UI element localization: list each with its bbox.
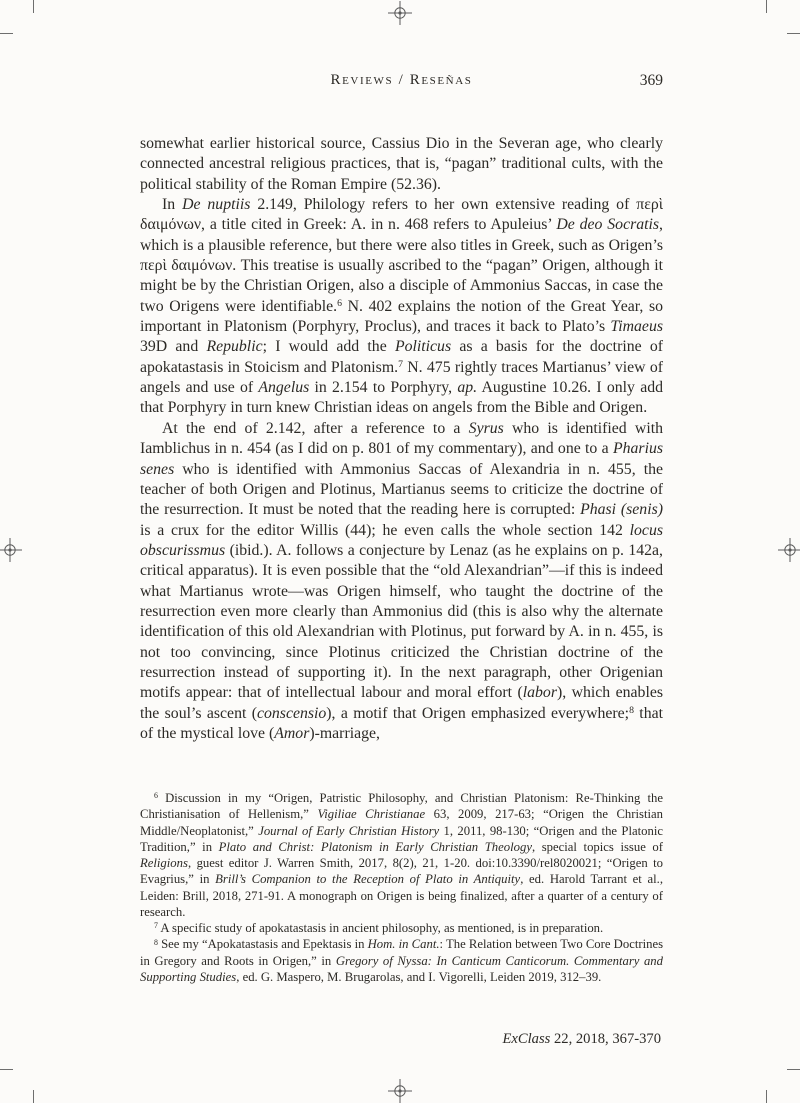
page-number: 369: [639, 72, 663, 89]
journal-citation: ExClass 22, 2018, 367-370: [502, 1031, 661, 1047]
crop-mark-top-left: [33, 0, 34, 13]
running-head: [140, 72, 663, 89]
crop-mark-left-bottom: [0, 1069, 13, 1070]
crop-mark-top-right: [766, 0, 767, 13]
registration-target-icon: [778, 538, 800, 562]
registration-target-icon: [388, 1079, 412, 1103]
footnote-7: $^7$ A specific study of apokatastasis in ancient philosophy, as mentioned, is in preparation.: [154, 921, 604, 935]
body-paragraph: In De nuptiis 2.149, Philology refers to her own extensive reading of περὶ δαιμόνων, a title cited in Greek: A. in n. 468 refers to Apuleius’ De deo Socratis, which is a plausible reference, but there were also titles in Greek, such as Origen’s περὶ δαιμόνων. This treatise is usually ascribed to the “pagan” Origen, although it might be by the Christian Origen, also a disciple of Ammonius Saccas, in case the two Origens were identifiable.$^6$ N. 402 explains the notion of the Great Year, so important in Platonism (Porphyry, Proclus), and traces it back to Plato’s Timaeus 39D and Republic; I would add the Politicus as a basis for the doctrine of apokatastasis in Stoicism and Platonism.$^7$ N. 475 rightly traces Martianus’ view of angels and use of Angelus in 2.154 to Porphyry, ap. Augustine 10.26. I only add that Porphyry in turn knew Christian ideas on angels from the Bible and Origen.: [140, 196, 664, 417]
review-body: [140, 134, 663, 744]
crop-mark-right-top: [787, 33, 800, 34]
footnote-6: $^6$ Discussion in my “Origen, Patristic Philosophy, and Christian Platonism: Re-Thinking the Christianisation of Hellenism,” Vigiliae Christianae 63, 2009, 217-63; “Origen the Christian Middle/Neoplatonist,” Journal of Early Christian History 1, 2011, 98-130; “Origen and the Platonic Tradition,” in Plato and Christ: Platonism in Early Christian Theology, special topics issue of Religions, guest editor J. Warren Smith, 2017, 8(2), 21, 1-20. doi:10.3390/rel8020021; “Origen to Evagrius,” in Brill’s Companion to the Reception of Plato in Antiquity, ed. Harold Tarrant et al., Leiden: Brill, 2018, 271-91. A monograph on Origen is being finalized, after a quarter of a century of research.: [140, 791, 664, 919]
crop-mark-bottom-left: [33, 1090, 34, 1103]
running-head-title: Reviews / Reseñas: [330, 72, 473, 88]
crop-mark-left-top: [0, 33, 13, 34]
registration-target-icon: [388, 1, 412, 25]
registration-target-icon: [0, 538, 22, 562]
crop-mark-right-bottom: [787, 1069, 800, 1070]
body-paragraph: At the end of 2.142, after a reference to a Syrus who is identified with Iamblichus in n. 454 (as I did on p. 801 of my commentary), and one to a Pharius senes who is identified with Ammonius Saccas of Alexandria in n. 455, the teacher of both Origen and Plotinus, Martianus seems to criticize the doctrine of the resurrection. It must be noted that the reading here is corrupted: Phasi (senis) is a crux for the editor Willis (44); he even calls the whole section 142 locus obscurissmus (ibid.). A. follows a conjecture by Lenaz (as he explains on p. 142a, critical apparatus). It is even possible that the “old Alexandrian”—if this is indeed what Martianus wrote—was Origen himself, who taught the doctrine of the resurrection even more clearly than Ammonius did (this is also why the alternate identification of this old Alexandrian with Plotinus, put forward by A. in n. 455, is not too convincing, since Plotinus criticized the Christian doctrine of the resurrection instead of supporting it). In the next paragraph, other Origenian motifs appear: that of intellectual labour and moral effort (labor), which enables the soul’s ascent (conscensio), a motif that Origen emphasized everywhere;$^8$ that of the mystical love (Amor)-marriage,: [140, 419, 663, 742]
body-paragraph: somewhat earlier historical source, Cassius Dio in the Severan age, who clearly connected ancestral religious practices, that is, “pagan” traditional cults, with the political stability of the Roman Empire (52.36).: [140, 135, 663, 193]
footnotes: [140, 790, 663, 985]
crop-mark-bottom-right: [766, 1090, 767, 1103]
footnote-8: $^8$ See my “Apokatastasis and Epektasis in Hom. in Cant.: The Relation between Two Core Doctrines in Gregory and Roots in Origen,” in Gregory of Nyssa: In Canticum Canticorum. Commentary and Supporting Studies, ed. G. Maspero, M. Brugarolas, and I. Vigorelli, Leiden 2019, 312–39.: [140, 937, 664, 984]
